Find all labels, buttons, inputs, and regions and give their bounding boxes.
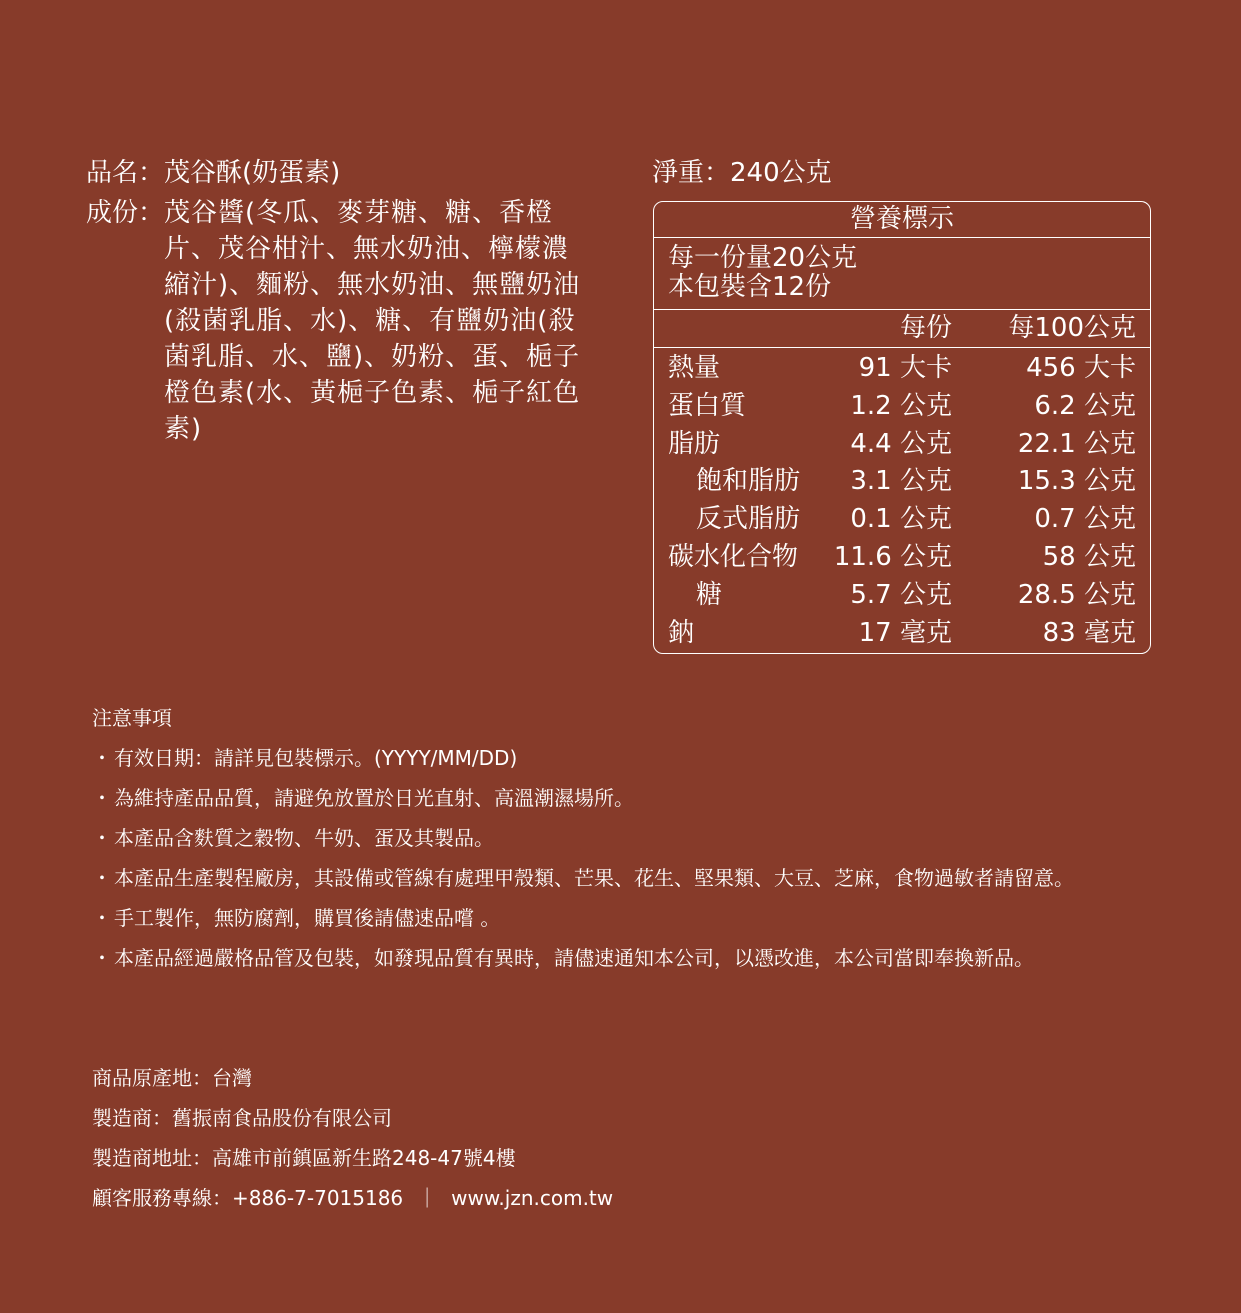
manufacturer: 製造商：舊振南食品股份有限公司 [92,1106,392,1130]
bullet: ・ [92,786,112,810]
nutrition-row-fat [654,426,1150,464]
nutrition-title: 營養標示 [654,202,1150,238]
nutrient-per-serving: 0.1 公克 [850,504,952,535]
nutrition-rows [654,348,1150,652]
company-info [92,1063,613,1223]
product-name-row [86,155,596,191]
nutrient-name: 碳水化合物 [668,541,799,572]
net-weight: 淨重：240公克 [652,158,832,188]
nutrient-per-serving: 5.7 公克 [850,579,952,610]
col-per-100g: 每100公克 [1008,313,1136,343]
servings-per-package: 本包裝含12份 [668,272,832,302]
nutrient-per-serving: 1.2 公克 [850,390,952,421]
nutrient-per-serving: 91 大卡 [858,353,952,383]
notes-section [92,703,1074,983]
note-text: 本產品含麩質之穀物、牛奶、蛋及其製品。 [114,826,494,850]
nutrition-row-energy [654,350,1150,388]
note-text: 手工製作，無防腐劑，購買後請儘速品嚐 。 [114,906,501,930]
note-item [92,903,1074,943]
bullet: ・ [92,826,112,850]
product-info [86,155,596,447]
note-item [92,783,1074,823]
origin: 商品原產地：台灣 [92,1066,252,1090]
col-per-serving: 每份 [899,313,952,343]
notes-title: 注意事項 [92,706,172,730]
nutrient-per-serving: 17 毫克 [858,617,952,648]
product-name-label: 品名： [86,158,165,188]
note-text: 有效日期：請詳見包裝標示。(YYYY/MM/DD) [114,746,518,770]
nutrient-per-serving: 11.6 公克 [833,541,952,572]
note-text: 本產品生產製程廠房，其設備或管線有處理甲殼類、芒果、花生、堅果類、大豆、芝麻，食物過敏者請留意。 [114,866,1074,890]
nutrient-name: 鈉 [668,617,695,648]
manufacturer-address: 製造商地址：高雄市前鎮區新生路248-47號4樓 [92,1146,516,1170]
nutrition-row-sodium [654,615,1150,653]
nutrient-per-100g: 22.1 公克 [1017,428,1136,459]
nutrition-row-carbohydrate [654,539,1150,577]
nutrient-name: 蛋白質 [668,390,747,421]
hotline: 顧客服務專線：+886-7-7015186 [92,1186,404,1210]
nutrient-per-100g: 15.3 公克 [1017,466,1136,497]
nutrient-per-100g: 0.7 公克 [1034,504,1136,535]
nutrient-name: 脂肪 [668,428,721,459]
nutrition-row-protein [654,388,1150,426]
separator: ｜ [417,1186,438,1210]
note-text: 本產品經過嚴格品管及包裝，如發現品質有異時，請儘速通知本公司，以憑改進，本公司當即奉換新品。 [114,946,1034,970]
ingredients-row [86,195,596,447]
nutrient-per-100g: 58 公克 [1042,541,1136,572]
nutrient-per-serving: 3.1 公克 [850,466,952,497]
website-link[interactable]: www.jzn.com.tw [451,1186,614,1210]
nutrient-per-100g: 28.5 公克 [1017,579,1136,610]
product-name-value: 茂谷酥(奶蛋素) [164,158,341,188]
ingredients-value: 茂谷醬(冬瓜、麥芽糖、糖、香橙片、茂谷柑汁、無水奶油、檸檬濃縮汁)、麵粉、無水奶油、無鹽奶油(殺菌乳脂、水)、糖、有鹽奶油(殺菌乳脂、水、鹽)、奶粉、蛋、梔子橙色素(水、黃梔子色素、梔子紅色素) [164,198,581,444]
bullet: ・ [92,906,112,930]
nutrient-per-100g: 83 毫克 [1042,617,1136,648]
note-item [92,743,1074,783]
nutrient-per-100g: 6.2 公克 [1034,390,1136,421]
nutrition-table [653,201,1151,654]
bullet: ・ [92,746,112,770]
nutrition-row-sugar [654,577,1150,615]
contact-line [92,1183,613,1223]
ingredients-label: 成份： [86,198,165,228]
note-item [92,823,1074,863]
nutrient-per-100g: 456 大卡 [1026,353,1136,383]
nutrition-header [654,310,1150,348]
nutrient-name: 糖 [696,579,723,610]
note-item [92,943,1074,983]
nutrition-row-trans-fat [654,501,1150,539]
nutrition-serving [654,238,1150,310]
nutrition-row-saturated-fat [654,463,1150,501]
nutrient-name: 飽和脂肪 [696,466,801,497]
note-text: 為維持產品品質，請避免放置於日光直射、高溫潮濕場所。 [114,786,634,810]
bullet: ・ [92,946,112,970]
nutrient-per-serving: 4.4 公克 [850,428,952,459]
serving-size: 每一份量20公克 [668,243,858,273]
nutrient-name: 反式脂肪 [696,504,801,535]
note-item [92,863,1074,903]
bullet: ・ [92,866,112,890]
nutrient-name: 熱量 [668,353,721,383]
